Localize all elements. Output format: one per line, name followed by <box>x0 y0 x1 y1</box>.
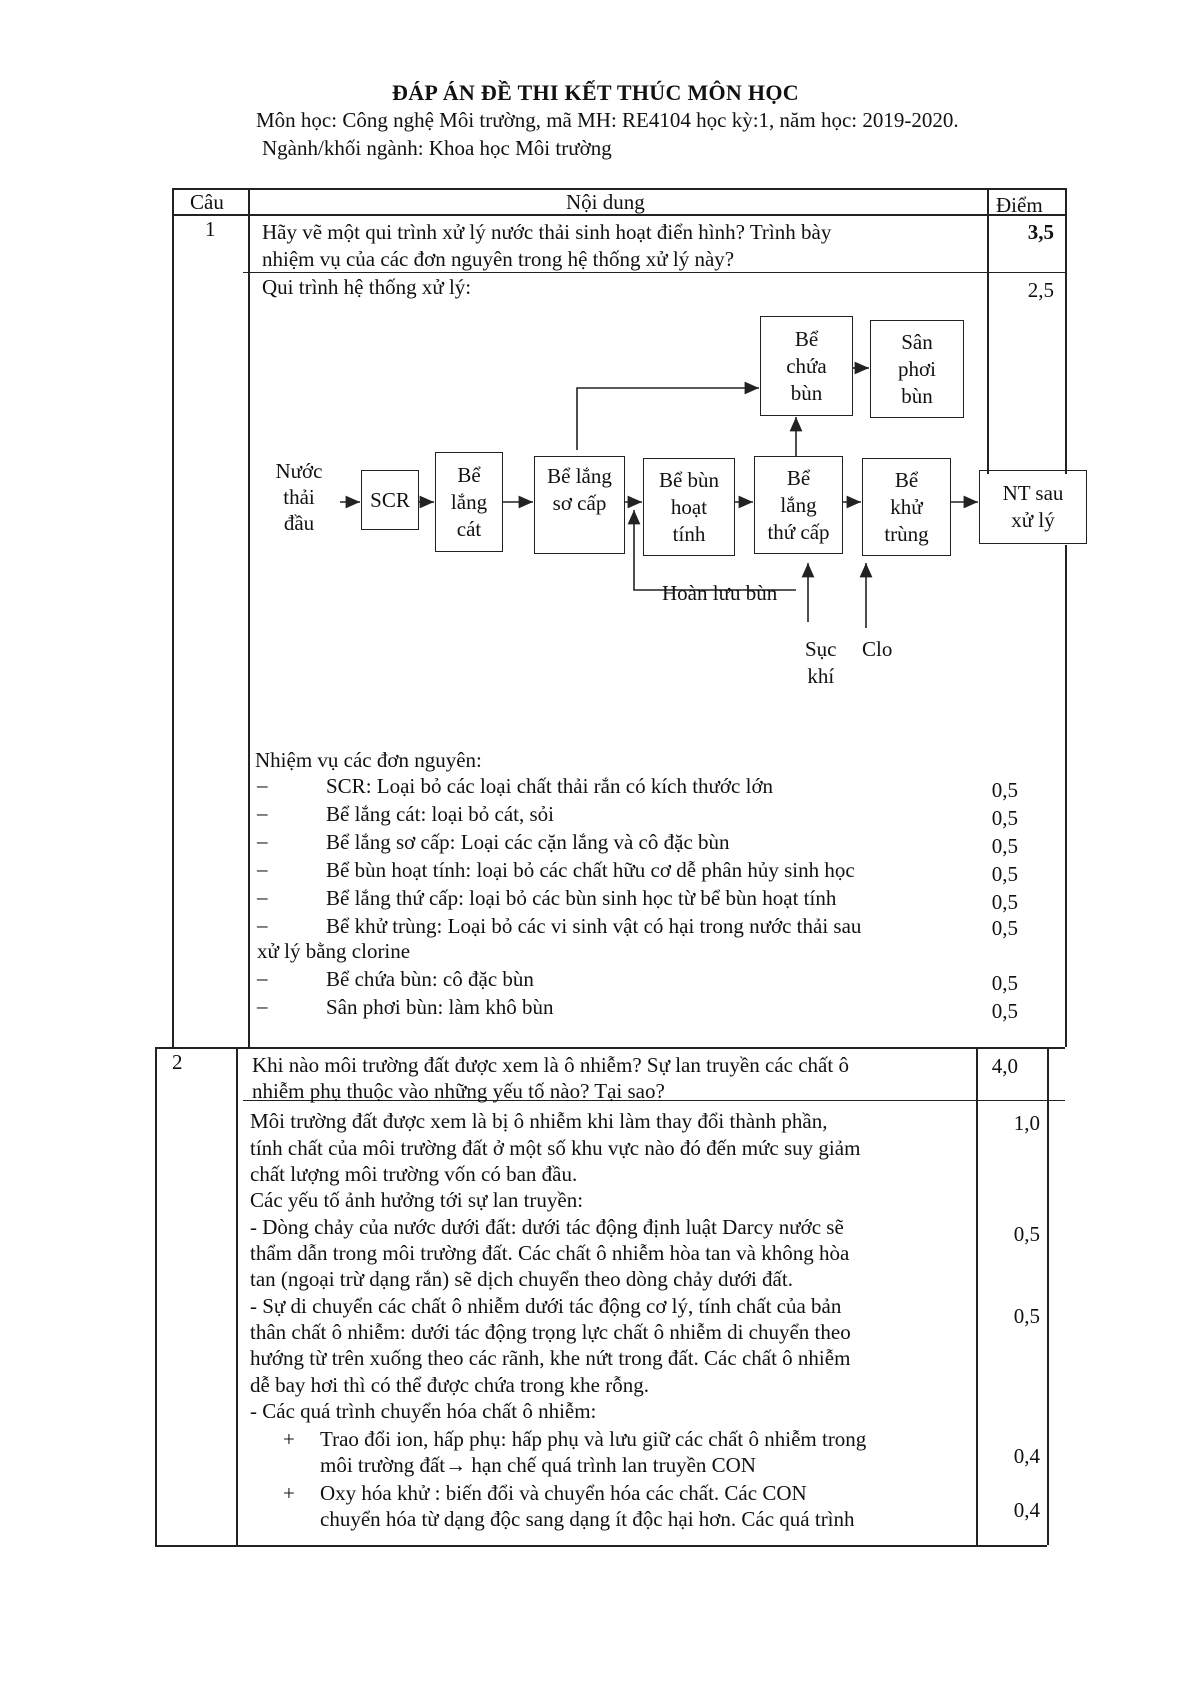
q1-score: 3,5 <box>1027 220 1054 244</box>
task-item: Bể lắng thứ cấp: loại bỏ các bùn sinh học từ bể bùn hoạt tính <box>326 886 837 910</box>
q2-question-line2: nhiễm phụ thuộc vào những yếu tố nào? Tại sao? <box>252 1079 665 1103</box>
major-line: Ngành/khối ngành: Khoa học Môi trường <box>262 136 612 160</box>
q2-score: 4,0 <box>991 1054 1018 1078</box>
q2-answer-line: Các yếu tố ảnh hưởng tới sự lan truyền: <box>250 1188 584 1212</box>
effluent-box: NT sau xử lý <box>979 470 1087 544</box>
task-score: 0,5 <box>991 890 1018 914</box>
task-score: 0,5 <box>991 862 1018 886</box>
sludge-tank-box: Bể chứa bùn <box>760 316 853 416</box>
task-dash: – <box>257 885 268 909</box>
aeration-label: Sục khí <box>805 637 837 688</box>
task-score: 0,5 <box>991 806 1018 830</box>
q2-answer-line: tính chất của môi trường đất ở một số khu vực nào đó đến mức suy giảm <box>250 1136 861 1160</box>
q2-answer-line: Môi trường đất được xem là bị ô nhiễm khi làm thay đổi thành phần, <box>250 1109 828 1133</box>
task-dash: – <box>257 773 268 797</box>
q2-answer-line: - Dòng chảy của nước dưới đất: dưới tác động định luật Darcy nước sẽ <box>250 1215 844 1239</box>
task-score: 0,5 <box>991 999 1018 1023</box>
q2-sub-bullet: + <box>283 1427 295 1451</box>
task-score: 0,5 <box>991 778 1018 802</box>
task-item: SCR: Loại bỏ các loại chất thải rắn có kích thước lớn <box>326 774 774 798</box>
task-dash: – <box>257 994 268 1018</box>
task-item: Bể khử trùng: Loại bỏ các vi sinh vật có hại trong nước thải sau <box>326 914 862 938</box>
task-score: 0,5 <box>991 916 1018 940</box>
influent-label: Nước thải đầu <box>275 459 323 535</box>
primary-clarifier-box: Bể lắng sơ cấp <box>534 456 625 554</box>
q2-answer-line: hướng từ trên xuống theo các rãnh, khe nứt trong đất. Các chất ô nhiễm <box>250 1346 851 1370</box>
q2-answer-line: - Sự di chuyển các chất ô nhiễm dưới tác động cơ lý, tính chất của bản <box>250 1294 842 1318</box>
subject-line: Môn học: Công nghệ Môi trường, mã MH: RE4104 học kỳ:1, năm học: 2019-2020. <box>256 108 959 132</box>
q1-number: 1 <box>205 217 216 241</box>
activated-sludge-box: Bể bùn hoạt tính <box>643 458 735 556</box>
q2-answer-line: - Các quá trình chuyển hóa chất ô nhiễm: <box>250 1399 597 1423</box>
task-score: 0,5 <box>991 971 1018 995</box>
task-dash: – <box>257 829 268 853</box>
task-dash: – <box>257 801 268 825</box>
q2-sub-bullet: + <box>283 1481 295 1505</box>
q2-sub-line: môi trường đất→ hạn chế quá trình lan truyền CON <box>320 1453 756 1477</box>
header-cau: Câu <box>190 190 224 214</box>
q2-answer-line: tan (ngoại trừ dạng rắn) sẽ dịch chuyển theo dòng chảy dưới đất. <box>250 1267 793 1291</box>
task-item: Sân phơi bùn: làm khô bùn <box>326 995 554 1019</box>
q2-question-line1: Khi nào môi trường đất được xem là ô nhiễm? Sự lan truyền các chất ô <box>252 1053 849 1077</box>
q1-question-line1: Hãy vẽ một qui trình xử lý nước thải sinh hoạt điển hình? Trình bày <box>262 220 832 244</box>
task-item: Bể lắng sơ cấp: Loại các cặn lắng và cô đặc bùn <box>326 830 730 854</box>
q2-answer-line: thân chất ô nhiễm: dưới tác động trọng lực chất ô nhiễm di chuyển theo <box>250 1320 851 1344</box>
q2-answer-line: dễ bay hơi thì có thể được chứa trong khe rỗng. <box>250 1373 649 1397</box>
q1-process-score: 2,5 <box>1027 278 1054 302</box>
q2-score-item: 0,4 <box>1013 1498 1040 1522</box>
chlorine-label: Clo <box>862 637 893 661</box>
q2-score-item: 0,5 <box>1013 1304 1040 1328</box>
task-item: Bể bùn hoạt tính: loại bỏ các chất hữu cơ dễ phân hủy sinh học <box>326 858 855 882</box>
document-title: ĐÁP ÁN ĐỀ THI KẾT THÚC MÔN HỌC <box>392 80 799 105</box>
scr-box: SCR <box>361 470 419 530</box>
q1-process-label: Qui trình hệ thống xử lý: <box>262 275 472 299</box>
header-noi-dung: Nội dung <box>566 190 645 214</box>
task-dash: – <box>257 857 268 881</box>
task-dash: – <box>257 966 268 990</box>
secondary-clarifier-box: Bể lắng thứ cấp <box>754 456 843 554</box>
grit-chamber-box: Bể lắng cát <box>435 452 503 552</box>
task-score: 0,5 <box>991 834 1018 858</box>
q2-score-item: 0,5 <box>1013 1222 1040 1246</box>
header-diem: Điểm <box>996 193 1043 217</box>
q2-sub-line: Trao đổi ion, hấp phụ: hấp phụ và lưu giữ các chất ô nhiễm trong <box>320 1427 867 1451</box>
task-item: Bể lắng cát: loại bỏ cát, sỏi <box>326 802 555 826</box>
task-dash: – <box>257 913 268 937</box>
q2-sub-line: Oxy hóa khử : biến đổi và chuyển hóa các chất. Các CON <box>320 1481 807 1505</box>
q1-question-line2: nhiệm vụ của các đơn nguyên trong hệ thống xử lý này? <box>262 247 735 271</box>
q2-sub-line: chuyển hóa từ dạng độc sang dạng ít độc hại hơn. Các quá trình <box>320 1507 855 1531</box>
q2-score-item: 1,0 <box>1013 1111 1040 1135</box>
q2-answer-line: chất lượng môi trường vốn có ban đầu. <box>250 1162 578 1186</box>
drying-bed-box: Sân phơi bùn <box>870 320 964 418</box>
task-item: Bể chứa bùn: cô đặc bùn <box>326 967 534 991</box>
q2-answer-line: thẩm dẫn trong môi trường đất. Các chất ô nhiễm hòa tan và không hòa <box>250 1241 850 1265</box>
task-item-continued: xử lý bằng clorine <box>257 939 411 963</box>
tasks-label: Nhiệm vụ các đơn nguyên: <box>255 748 482 772</box>
q2-score-item: 0,4 <box>1013 1444 1040 1468</box>
disinfection-box: Bể khử trùng <box>862 458 951 556</box>
recycle-label: Hoàn lưu bùn <box>662 581 778 605</box>
q2-number: 2 <box>172 1050 183 1074</box>
